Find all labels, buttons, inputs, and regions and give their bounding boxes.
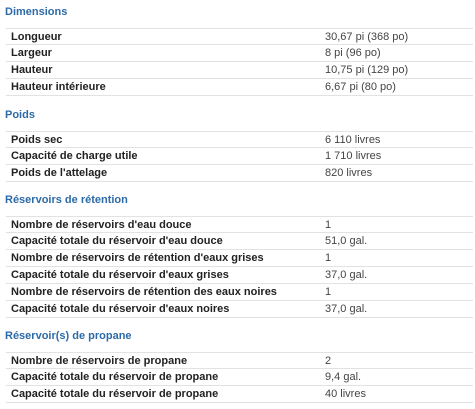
- spec-label: Nombre de réservoirs de rétention des eaux noires: [11, 286, 277, 298]
- spec-value: 9,4 gal.: [325, 371, 362, 383]
- spec-label: Hauteur intérieure: [11, 81, 106, 93]
- spec-row-hauteur-interieure: [6, 79, 473, 96]
- spec-value: 820 livres: [325, 167, 373, 179]
- spec-label: Capacité totale du réservoir d'eau douce: [11, 235, 223, 247]
- spec-label: Longueur: [11, 31, 62, 43]
- section-title-reservoirs-propane: Réservoir(s) de propane: [5, 330, 132, 342]
- spec-value: 1 710 livres: [325, 150, 382, 162]
- spec-label: Poids sec: [11, 134, 63, 146]
- section-title-dimensions: Dimensions: [5, 6, 68, 18]
- spec-label: Capacité de charge utile: [11, 150, 138, 162]
- spec-value: 6 110 livres: [325, 134, 381, 146]
- spec-label: Nombre de réservoirs de propane: [11, 355, 188, 367]
- spec-row-nb-propane: [6, 352, 473, 369]
- spec-value: 1: [325, 252, 332, 264]
- spec-value: 8 pi (96 po): [325, 47, 381, 59]
- spec-label: Capacité totale du réservoir de propane: [11, 371, 219, 383]
- spec-row-cap-propane-gal: [6, 369, 473, 386]
- section-title-reservoirs-retention: Réservoirs de rétention: [5, 194, 128, 206]
- spec-value: 2: [325, 355, 332, 367]
- spec-label: Capacité totale du réservoir d'eaux grises: [11, 269, 229, 281]
- spec-value: 51,0 gal.: [325, 235, 368, 247]
- spec-row-longueur: [6, 28, 473, 45]
- spec-row-cap-eaux-noires: [6, 301, 473, 318]
- spec-value: 10,75 pi (129 po): [325, 64, 409, 76]
- spec-row-capacite-charge: [6, 148, 473, 165]
- spec-value: 1: [325, 286, 332, 298]
- spec-label: Largeur: [11, 47, 52, 59]
- section-title-poids: Poids: [5, 109, 35, 121]
- spec-value: 30,67 pi (368 po): [325, 31, 409, 43]
- spec-value: 37,0 gal.: [325, 303, 368, 315]
- spec-value: 6,67 pi (80 po): [325, 81, 396, 93]
- spec-row-nb-eaux-grises: [6, 250, 473, 267]
- spec-row-poids-attelage: [6, 165, 473, 182]
- spec-row-largeur: [6, 45, 473, 62]
- spec-label: Hauteur: [11, 64, 53, 76]
- spec-row-cap-propane-livres: [6, 386, 473, 403]
- spec-row-poids-sec: [6, 131, 473, 148]
- spec-row-nb-eau-douce: [6, 216, 473, 233]
- spec-label: Nombre de réservoirs d'eau douce: [11, 219, 192, 231]
- spec-row-cap-eaux-grises: [6, 267, 473, 284]
- spec-label: Capacité totale du réservoir de propane: [11, 388, 219, 400]
- spec-value: 40 livres: [325, 388, 366, 400]
- spec-row-nb-eaux-noires: [6, 284, 473, 301]
- spec-value: 1: [325, 219, 332, 231]
- spec-label: Nombre de réservoirs de rétention d'eaux grises: [11, 252, 264, 264]
- spec-label: Poids de l'attelage: [11, 167, 108, 179]
- spec-value: 37,0 gal.: [325, 269, 368, 281]
- spec-label: Capacité totale du réservoir d'eaux noires: [11, 303, 230, 315]
- spec-row-hauteur: [6, 62, 473, 79]
- spec-row-cap-eau-douce: [6, 233, 473, 250]
